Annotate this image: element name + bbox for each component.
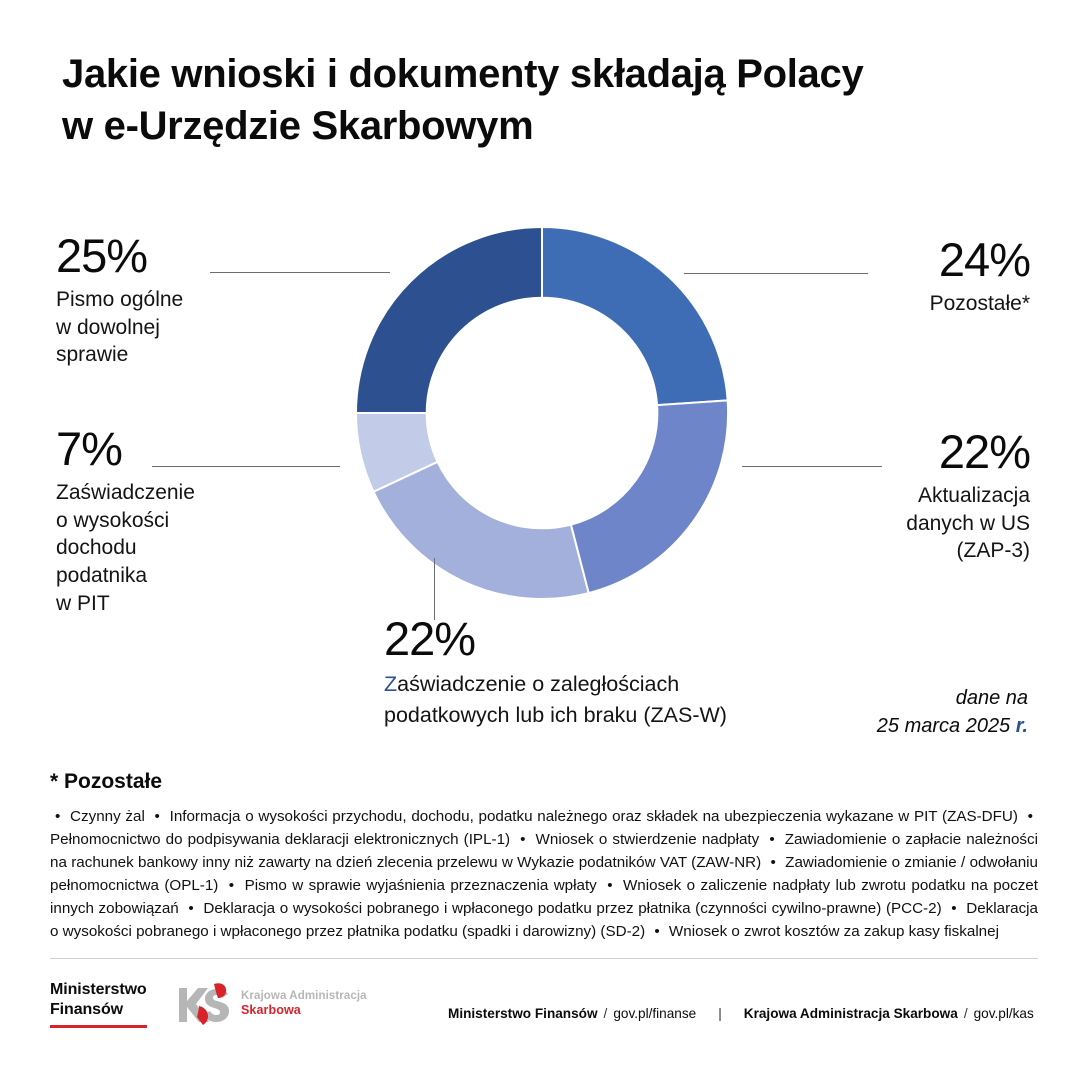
callout-zasw-value: 22% xyxy=(384,612,476,665)
footnote-bullet: • xyxy=(188,900,194,918)
footnote-heading: * Pozostałe xyxy=(50,770,163,793)
callout-pismo-ogolne-label xyxy=(56,286,183,369)
footnote-item: Zawiadomienie o zmianie / odwołaniu pełnomocnictwa (OPL-1) xyxy=(50,854,1038,895)
leader-line-zasw xyxy=(434,558,435,620)
footer-org-2: Krajowa Administracja Skarbowa xyxy=(743,1006,958,1021)
footnote-item: Deklaracja o wysokości pobranego i wpłaconego przez płatnika podatku (spadki i darowizny) (SD-2) xyxy=(50,900,1039,941)
footnote-bullet: • xyxy=(769,831,775,849)
callout-zap3-value: 22% xyxy=(938,425,1030,478)
date-note-line-1: dane na xyxy=(955,687,1028,709)
page-title-line-2: w e-Urzędzie Skarbowym xyxy=(62,104,534,148)
callout-pit xyxy=(56,422,195,618)
callout-zap3-label xyxy=(906,482,1030,565)
footer-sep-2: / xyxy=(963,1006,968,1021)
callout-text-line: danych w US xyxy=(906,511,1030,535)
footnote-bullet: • xyxy=(1027,808,1033,825)
callout-pozostale-label xyxy=(930,290,1030,318)
kas-logo xyxy=(175,982,367,1026)
leader-line-pismo-ogolne xyxy=(210,272,390,273)
callout-text-line: Pozostałe* xyxy=(929,292,1030,315)
footnote-bullet: • xyxy=(228,877,235,895)
page-title-line-1: Jakie wnioski i dokumenty składają Polacy xyxy=(62,52,864,96)
callout-text-line xyxy=(384,669,727,700)
leader-line-zap3 xyxy=(742,466,882,467)
footnote-bullet: • xyxy=(654,923,660,941)
donut-slice-zap3[interactable] xyxy=(571,400,728,593)
data-date-note xyxy=(877,684,1028,741)
footnote-item: Czynny żal xyxy=(65,808,150,825)
callout-zasw-label xyxy=(384,669,727,730)
footnote-item: Pismo w sprawie wyjaśnienia przeznaczenia wpłaty xyxy=(239,877,603,895)
callout-zasw-initial: Z xyxy=(384,672,398,696)
footnote-item: Informacja o wysokości przychodu, dochodu, podatku należnego oraz składek na ubezpieczenia wykazane w PIT (ZAS-DFU) xyxy=(164,808,1023,825)
callout-text-line: o wysokości xyxy=(56,508,170,532)
page-title xyxy=(62,48,1022,152)
kas-emblem-icon xyxy=(175,982,233,1026)
footer-divider-pipe: | xyxy=(718,1006,722,1021)
callout-pismo-ogolne-value: 25% xyxy=(56,229,148,282)
footnote-bullet: • xyxy=(951,900,957,918)
donut-slice-zasw[interactable] xyxy=(374,462,589,599)
callout-text-line: Pismo ogólne xyxy=(56,288,184,311)
footnote-body xyxy=(50,805,1038,944)
callout-text-line: podatkowych lub ich braku (ZAS-W) xyxy=(384,702,727,727)
date-note-accent: r. xyxy=(1015,715,1028,738)
footnote-bullet: • xyxy=(607,877,613,895)
donut-chart-svg xyxy=(352,223,732,603)
footnote-item: Wniosek o stwierdzenie nadpłaty xyxy=(530,831,765,849)
callout-zap3 xyxy=(906,425,1030,565)
callout-text-line: Zaświadczenie xyxy=(56,481,195,504)
callout-text-line: w dowolnej xyxy=(56,315,160,339)
mf-logo-line-2: Finansów xyxy=(50,1000,123,1018)
callout-pozostale-value: 24% xyxy=(938,233,1030,286)
callout-pit-value: 7% xyxy=(56,422,122,475)
callout-text-line: dochodu xyxy=(56,536,137,560)
kas-logo-line-2: Skarbowa xyxy=(241,1003,301,1018)
callout-text-line: sprawie xyxy=(56,343,129,367)
footer-org-1: Ministerstwo Finansów xyxy=(448,1006,598,1021)
footnote-bullet: • xyxy=(55,808,61,825)
kas-logo-line-1: Krajowa Administracja xyxy=(241,989,367,1002)
kas-logo-text xyxy=(241,990,367,1018)
callout-pismo-ogolne xyxy=(56,229,184,369)
callout-pozostale xyxy=(929,233,1030,318)
footnote-bullet: • xyxy=(520,831,526,849)
footer-url-2[interactable]: gov.pl/kas xyxy=(973,1006,1034,1021)
footnote-bullet: • xyxy=(770,854,776,872)
footer-url-1[interactable]: gov.pl/finanse xyxy=(613,1006,697,1021)
date-note-date: 25 marca 2025 xyxy=(876,715,1016,738)
callout-pit-label xyxy=(56,479,195,618)
callout-text-line: podatnika xyxy=(56,564,148,588)
footer-sep-1: / xyxy=(603,1006,608,1021)
donut-slice-pismo-ogolne[interactable] xyxy=(356,227,542,413)
footnote-item: Wniosek o zwrot kosztów za zakup kasy fiskalnej xyxy=(664,923,999,941)
footnote-item: Zawiadomienie o zapłacie należności na rachunek bankowy inny niż zawarty na dzień zlecenia przelewu w Wykazie podatników VAT (ZAW-NR) xyxy=(50,831,1038,872)
leader-line-pozostale xyxy=(684,273,868,274)
callout-text-line: w PIT xyxy=(56,591,110,615)
mf-logo-red-bar xyxy=(50,1025,147,1028)
footnote-bullet: • xyxy=(154,808,160,825)
callout-zasw xyxy=(384,612,727,730)
callout-text-line: Aktualizacja xyxy=(917,484,1030,507)
donut-slice-pozostale[interactable] xyxy=(542,227,728,405)
mf-logo-line-1: Ministerstwo xyxy=(50,981,147,998)
callout-zasw-line1: aświadczenie o zaległościach xyxy=(397,672,680,696)
footnote-item: Wniosek o zaliczenie nadpłaty lub zwrotu podatku na poczet innych zobowiązań xyxy=(50,877,1038,918)
footer-divider xyxy=(50,958,1038,959)
footnote-item: Deklaracja o wysokości pobranego i wpłaconego podatku przez płatnika (czynności cywilno-prawne) (PCC-2) xyxy=(198,900,947,918)
ministry-of-finance-logo xyxy=(50,980,147,1028)
callout-text-line: (ZAP-3) xyxy=(956,539,1030,563)
date-note-line-2 xyxy=(877,712,1028,740)
footer-links xyxy=(448,1006,1034,1021)
footnote-item: Pełnomocnictwo do podpisywania deklaracji elektronicznych (IPL-1) xyxy=(50,831,516,849)
donut-chart xyxy=(352,223,732,603)
